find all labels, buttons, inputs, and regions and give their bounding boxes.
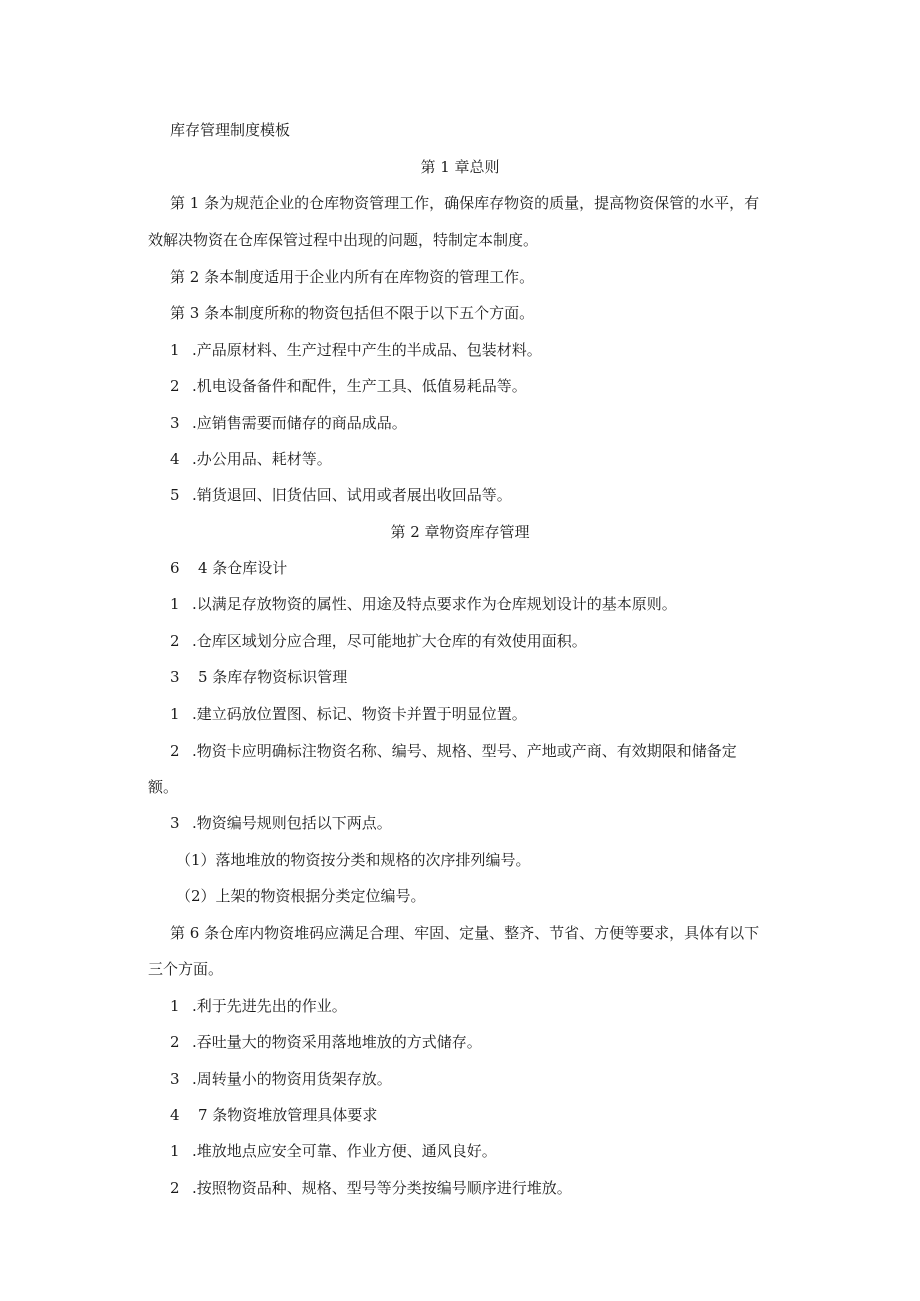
list-item-text: .应销售需要而储存的商品成品。 [192,414,407,432]
list-item [170,1140,497,1162]
article-7-prefix: 4 [170,1106,180,1124]
article-6-line-1: 第 6 条仓库内物资堆码应满足合理、牢固、定量、整齐、节省、方便等要求，具体有以下 [170,924,760,942]
list-item-text: .仓库区域划分应合理，尽可能地扩大仓库的有效使用面积。 [192,632,587,650]
article-2: 第 2 条本制度适用于企业内所有在库物资的管理工作。 [170,268,535,286]
list-item [170,1177,572,1199]
list-item-text: .建立码放位置图、标记、物资卡并置于明显位置。 [192,705,527,723]
list-item-continuation: 额。 [148,778,179,796]
list-item-number: 2 [170,377,180,395]
list-item-number: 3 [170,814,180,832]
article-1-line-2: 效解决物资在仓库保管过程中出现的问题，特制定本制度。 [148,231,539,249]
list-item-text: .产品原材料、生产过程中产生的半成品、包装材料。 [192,341,542,359]
list-item-text: .按照物资品种、规格、型号等分类按编号顺序进行堆放。 [192,1179,572,1197]
list-item-number: 1 [170,1142,180,1160]
article-4-heading [170,557,287,579]
list-item-text: .机电设备备件和配件，生产工具、低值易耗品等。 [192,377,527,395]
list-item [170,484,512,506]
list-item [170,1031,482,1053]
article-6-line-2: 三个方面。 [148,960,224,978]
list-item-number: 2 [170,1033,180,1051]
list-item [170,630,587,652]
list-item-text: .周转量小的物资用货架存放。 [192,1070,392,1088]
list-item [170,740,737,762]
article-3: 第 3 条本制度所称的物资包括但不限于以下五个方面。 [170,304,535,322]
list-item-number: 5 [170,486,180,504]
list-item [170,593,677,615]
list-item-number: 3 [170,414,180,432]
list-item-text: .堆放地点应安全可靠、作业方便、通风良好。 [192,1142,497,1160]
article-4-prefix: 6 [170,559,180,577]
list-item [170,1068,392,1090]
article-7-title: 7 条物资堆放管理具体要求 [198,1106,378,1124]
list-item-number: 4 [170,450,180,468]
list-item-number: 1 [170,997,180,1015]
list-item [170,448,332,470]
list-item-text: .办公用品、耗材等。 [192,450,332,468]
list-item [170,412,407,434]
list-item-number: 1 [170,705,180,723]
chapter-1-heading: 第 1 章总则 [420,158,500,176]
list-item-number: 1 [170,341,180,359]
list-item-number: 2 [170,742,180,760]
article-4-title: 4 条仓库设计 [198,559,288,577]
article-5-title: 5 条库存物资标识管理 [198,668,348,686]
list-item-number: 2 [170,632,180,650]
list-item-number: 3 [170,1070,180,1088]
list-item-number: 1 [170,595,180,613]
list-item [170,812,392,834]
list-item-text: .物资编号规则包括以下两点。 [192,814,392,832]
list-item-text: .利于先进先出的作业。 [192,997,347,1015]
document-title: 库存管理制度模板 [170,121,291,139]
list-item-text: .销货退回、旧货估回、试用或者展出收回品等。 [192,486,512,504]
article-5-heading [170,666,347,688]
list-item [170,339,542,361]
chapter-2-heading: 第 2 章物资库存管理 [390,523,530,541]
list-item [170,703,527,725]
article-7-heading [170,1104,377,1126]
list-item-number: 2 [170,1179,180,1197]
article-5-prefix: 3 [170,668,180,686]
article-1-line-1: 第 1 条为规范企业的仓库物资管理工作，确保库存物资的质量，提高物资保管的水平，有 [170,194,760,212]
list-item [170,995,347,1017]
list-item-text: .物资卡应明确标注物资名称、编号、规格、型号、产地或产商、有效期限和储备定 [192,742,737,760]
sub-list-item: （2）上架的物资根据分类定位编号。 [176,887,426,905]
list-item-text: .以满足存放物资的属性、用途及特点要求作为仓库规划设计的基本原则。 [192,595,677,613]
sub-list-item: （1）落地堆放的物资按分类和规格的次序排列编号。 [176,851,531,869]
list-item [170,375,527,397]
list-item-text: .吞吐量大的物资采用落地堆放的方式储存。 [192,1033,482,1051]
